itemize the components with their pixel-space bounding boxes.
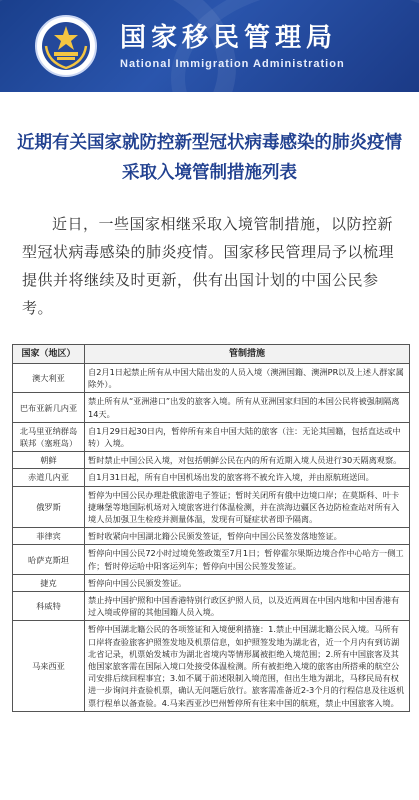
- measure-cell: 暂时禁止中国公民入境，对包括朝鲜公民在内的所有近期入境人员进行30天隔离观察。: [85, 452, 410, 469]
- measure-cell: 暂停为中国公民办理赴俄旅游电子签证；暂时关闭所有俄中边境口岸；在莫斯科、叶卡捷琳堡等地国际机场对入境旅客进行体温检测，并在滨海边疆区各边防检查站对所有入境人员加强卫生检疫并测量体温，发现有可疑症状者即予隔离。: [85, 486, 410, 528]
- title-line-1: 近期有关国家就防控新型冠状病毒感染的肺炎疫情: [17, 133, 402, 153]
- title-line-2: 采取入境管制措施列表: [122, 163, 297, 183]
- table-header-row: [13, 345, 410, 364]
- measure-cell: 暂停中国湖北籍公民的各项签证和入境便利措施：1.禁止中国湖北籍公民入境。马所有口岸将查验旅客护照签发地及机票信息，如护照签发地为湖北省，近一个月内有到访湖北省记录，机票始发城市为湖北省境内等情形属被拒绝入境范围；2.所有中国旅客及其他国家旅客需在国际入境口处接受体温检测。所有被拒绝入境的旅客由所搭乘的航空公司安排后续回程事宜；3.如不属于前述限制入境范围，但出生地为湖北，马移民局有权进一步询问并查验机票，确认无问题后放行。旅客需准备近2-3个月的行程信息及往返机票行程单以备查验。4.马来西亚沙巴州暂停所有往来中国的航班，禁止中国旅客入境。: [85, 621, 410, 711]
- measure-cell: 自2月1日起禁止所有从中国大陆出发的人员入境（澳洲国籍、澳洲PR以及上述人群家属除外）。: [85, 364, 410, 393]
- org-name-cn: 国家移民管理局: [120, 23, 338, 53]
- table-row: [13, 545, 410, 574]
- measure-cell: 暂时收紧向中国湖北籍公民颁发签证，暂停向中国公民签发落地签证。: [85, 528, 410, 545]
- table-row: [13, 592, 410, 621]
- country-cell: 科威特: [13, 592, 85, 621]
- country-cell: 赤道几内亚: [13, 469, 85, 486]
- measure-cell: 自1月31日起，所有自中国机场出发的旅客将不被允许入境，并由原航班送回。: [85, 469, 410, 486]
- country-cell: 捷克: [13, 574, 85, 591]
- table-row: [13, 422, 410, 451]
- measure-cell: 暂停向中国公民72小时过境免签政策至7月1日；暂停霍尔果斯边境合作中心哈方一侧工作；暂时停运哈中阳客运列车；暂停向中国公民签发签证。: [85, 545, 410, 574]
- col-header-country: 国家（地区）: [13, 345, 85, 364]
- table-row: [13, 452, 410, 469]
- measure-cell: 自1月29日起30日内，暂停所有来自中国大陆的旅客（注：无论其国籍，包括直达或中转）入境。: [85, 422, 410, 451]
- page-title: [14, 128, 405, 188]
- national-emblem-icon: [34, 14, 98, 78]
- country-cell: 菲律宾: [13, 528, 85, 545]
- country-cell: 巴布亚新几内亚: [13, 393, 85, 422]
- country-cell: 澳大利亚: [13, 364, 85, 393]
- table-row: [13, 364, 410, 393]
- table-row: [13, 528, 410, 545]
- intro-paragraph: 近日，一些国家相继采取入境管制措施，以防控新型冠状病毒感染的肺炎疫情。国家移民管理局予以梳理提供并将继续及时更新，供有出国计划的中国公民参考。: [22, 215, 395, 317]
- col-header-measures: 管制措施: [85, 345, 410, 364]
- table-row: [13, 621, 410, 711]
- measure-cell: 禁止持中国护照和中国香港特别行政区护照人员，以及近两周在中国内地和中国香港有过入境或停留的其他国籍人员入境。: [85, 592, 410, 621]
- table-row: [13, 574, 410, 591]
- table-row: [13, 469, 410, 486]
- country-cell: 朝鲜: [13, 452, 85, 469]
- org-name-en: National Immigration Administration: [120, 58, 345, 70]
- country-cell: 马来西亚: [13, 621, 85, 711]
- country-cell: 北马里亚纳群岛联邦（塞班岛）: [13, 422, 85, 451]
- country-cell: 哈萨克斯坦: [13, 545, 85, 574]
- country-cell: 俄罗斯: [13, 486, 85, 528]
- table-row: [13, 393, 410, 422]
- measure-cell: 禁止所有从“亚洲港口”出发的旅客入境。所有从亚洲国家归国的本国公民将被强制隔离14天。: [85, 393, 410, 422]
- measure-cell: 暂停向中国公民颁发签证。: [85, 574, 410, 591]
- header-banner: [0, 0, 419, 92]
- table-row: [13, 486, 410, 528]
- measures-table: [12, 344, 410, 712]
